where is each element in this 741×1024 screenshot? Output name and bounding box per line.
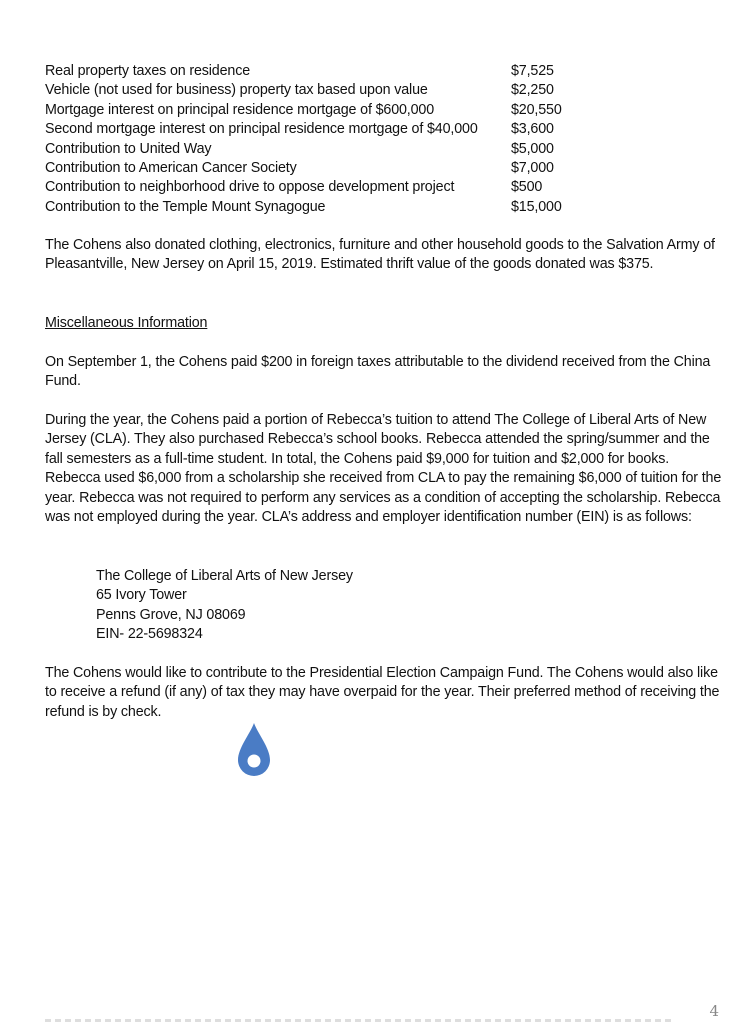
deduction-amount: $7,000 bbox=[511, 159, 554, 176]
deduction-row bbox=[45, 140, 605, 159]
deduction-amount: $15,000 bbox=[511, 198, 562, 215]
deduction-label: Real property taxes on residence bbox=[45, 63, 251, 79]
college-address-block bbox=[96, 567, 353, 645]
deduction-label: Contribution to American Cancer Society bbox=[45, 159, 297, 176]
deductions-list bbox=[45, 62, 605, 217]
college-street: 65 Ivory Tower bbox=[96, 587, 187, 604]
donation-paragraph: The Cohens also donated clothing, electronics, furniture and other household goods to the Salvation Army of Pleasantville, New Jersey on April 15, 2019. Estimated thrift value of the goods donated was $375. bbox=[45, 237, 715, 273]
tuition-paragraph: During the year, the Cohens paid a portion of Rebecca’s tuition to attend The College of Liberal Arts of New Jersey (CLA). They also purchased Rebecca’s school books. Rebecca attended the spring/summer and the fall semesters as a full-time student. In total, the Cohens paid $9,000 for tuition and $2,000 for books. Rebecca used $6,000 from a scholarship she received from CLA to pay the remaining $6,000 of tuition for the year. Rebecca was not required to perform any services as a condition of accepting the scholarship. Rebecca was not employed during the year. CLA’s address and employer identification number (EIN) is as follows: bbox=[45, 412, 722, 526]
deduction-amount: $500 bbox=[511, 179, 543, 196]
college-name: The College of Liberal Arts of New Jersey bbox=[96, 568, 353, 584]
deduction-label: Contribution to neighborhood drive to oppose development project bbox=[45, 179, 455, 196]
deduction-amount: $7,525 bbox=[511, 63, 554, 79]
section-heading-miscellaneous: Miscellaneous Information bbox=[45, 315, 208, 331]
drop-marker-icon[interactable] bbox=[236, 722, 272, 778]
deduction-row bbox=[45, 101, 605, 120]
deduction-row bbox=[45, 198, 605, 217]
deduction-label: Second mortgage interest on principal residence mortgage of $40,000 bbox=[45, 121, 478, 138]
college-city: Penns Grove, NJ 08069 bbox=[96, 606, 246, 623]
deduction-row bbox=[45, 178, 605, 197]
deduction-amount: $5,000 bbox=[511, 140, 554, 157]
deduction-amount: $3,600 bbox=[511, 121, 554, 138]
page-number: 4 bbox=[709, 1002, 719, 1020]
deduction-row bbox=[45, 62, 605, 81]
deduction-label: Vehicle (not used for business) property tax based upon value bbox=[45, 82, 428, 99]
footer-copyright-text-cut-off bbox=[45, 1019, 675, 1022]
election-refund-paragraph: The Cohens would like to contribute to the Presidential Election Campaign Fund. The Cohens would also like to receive a refund (if any) of tax they may have overpaid for the year. Their preferred method of receiving the refund is by check. bbox=[45, 665, 720, 720]
deduction-label: Contribution to United Way bbox=[45, 140, 212, 157]
deduction-amount: $2,250 bbox=[511, 82, 554, 99]
deduction-row bbox=[45, 120, 605, 139]
deduction-row bbox=[45, 81, 605, 100]
foreign-tax-paragraph: On September 1, the Cohens paid $200 in foreign taxes attributable to the dividend received from the China Fund. bbox=[45, 354, 711, 390]
deduction-label: Mortgage interest on principal residence mortgage of $600,000 bbox=[45, 101, 435, 118]
deduction-row bbox=[45, 159, 605, 178]
college-ein: EIN- 22-5698324 bbox=[96, 626, 203, 643]
deduction-amount: $20,550 bbox=[511, 101, 562, 118]
deduction-label: Contribution to the Temple Mount Synagogue bbox=[45, 198, 326, 215]
